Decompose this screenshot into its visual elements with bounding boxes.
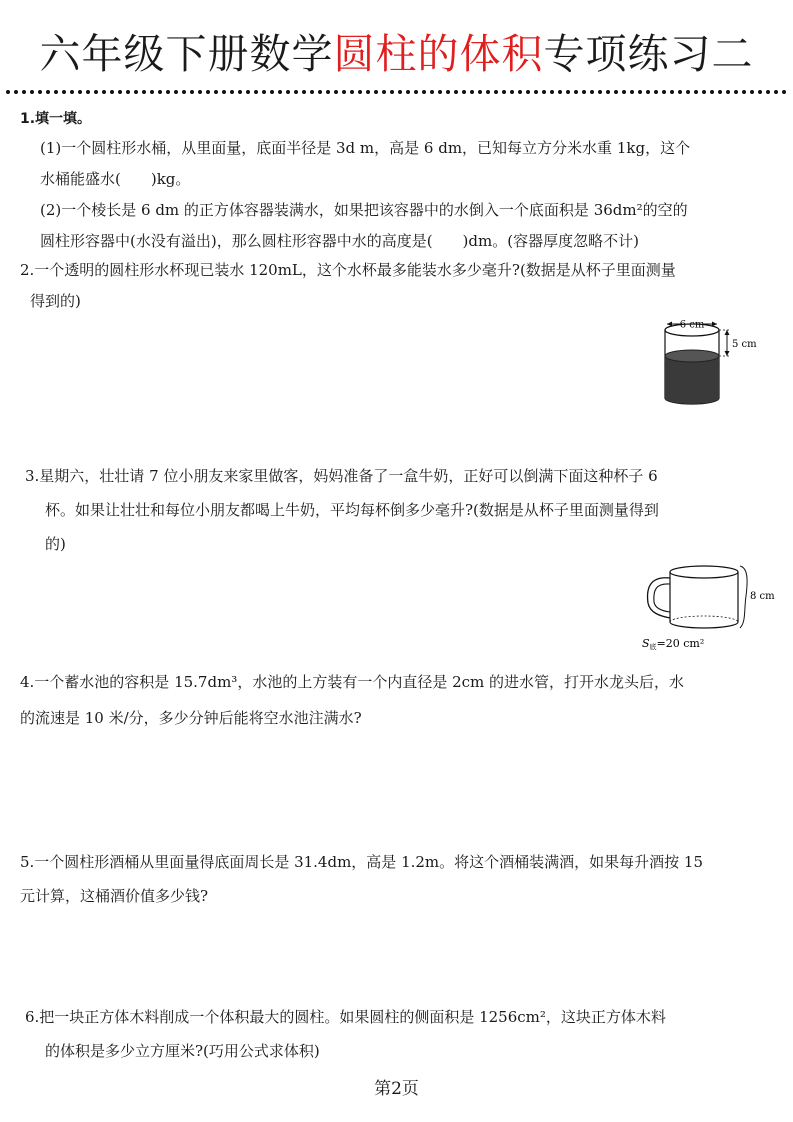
mug-bottom-back [670,616,738,622]
question-3 [25,459,780,561]
question-1-part-2 [40,195,780,257]
question-2 [20,255,780,317]
page-number: 第2页 [374,1079,419,1099]
question-5 [20,845,780,913]
q2-line1: 2.一个透明的圆柱形水杯现已装水 120mL，这个水杯最多能装水多少毫升?(数据是从杯子里面测量 [20,261,676,279]
area-symbol: S [642,637,650,650]
q3-line2: 杯。如果让壮壮和每位小朋友都喝上牛奶，平均每杯倒多少毫升?(数据是从杯子里面测量得到 [45,501,659,519]
height-arrow-top [725,330,730,335]
q1-p1-line2: 水桶能盛水( )kg。 [40,170,191,188]
base-area-label [642,637,704,651]
q6-line2: 的体积是多少立方厘米?(巧用公式求体积) [45,1042,320,1060]
q6-line1: 6.把一块正方体木料削成一个体积最大的圆柱。如果圆柱的侧面积是 1256cm²，这块正方体木料 [25,1008,666,1026]
area-subscript: 底 [649,643,657,651]
q1-p2-line1: (2)一个棱长是 6 dm 的正方体容器装满水，如果把该容器中的水倒入一个底面积是 36dm²的空的 [40,201,688,219]
q4-line1: 4.一个蓄水池的容积是 15.7dm³，水池的上方装有一个内直径是 2cm 的进水管，打开水龙头后，水 [20,673,685,691]
question-6 [25,1000,780,1068]
title-highlight: 圆柱的体积 [333,30,544,78]
q5-line1: 5.一个圆柱形酒桶从里面量得底面周长是 31.4dm，高是 1.2m。将这个酒桶装满酒，如果每升酒按 15 [20,853,704,871]
q1-p1-line1: (1)一个圆柱形水桶，从里面量，底面半径是 3d m，高是 6 dm，已知每立方分米水重 1kg，这个 [40,139,691,157]
title-prefix: 六年级下册数学 [39,30,334,78]
question-1-heading: 1.填一填。 [20,111,92,127]
mug-rim [670,566,738,578]
mug-height-label: 8 cm [750,591,775,602]
diameter-label: 6 cm [679,319,705,331]
question-1 [20,104,780,135]
q4-line2: 的流速是 10 米/分，多少分钟后能将空水池注满水? [20,709,362,727]
height-label: 5 cm [732,339,757,350]
mug-bottom-front [670,622,738,628]
question-1-part-1 [40,133,780,195]
page-title [0,24,793,84]
height-arrow-bottom [725,351,730,356]
q2-cup-figure [655,310,760,410]
q3-line3: 的) [45,535,66,553]
question-4 [20,664,780,736]
mug-handle-inner [654,584,670,612]
q5-line2: 元计算，这桶酒价值多少钱? [20,887,209,905]
height-bracket [740,566,747,628]
area-value: =20 cm² [656,637,705,650]
dotted-divider [6,90,787,94]
title-suffix: 专项练习二 [543,30,754,78]
water-surface [665,350,719,362]
q3-mug-figure [640,558,775,653]
q3-line1: 3.星期六，壮壮请 7 位小朋友来家里做客，妈妈准备了一盒牛奶，正好可以倒满下面这种杯子 6 [25,467,658,485]
q1-p2-line2: 圆柱形容器中(水没有溢出)，那么圆柱形容器中水的高度是( )dm。(容器厚度忽略不计) [40,232,639,250]
q2-line2: 得到的) [30,292,81,310]
